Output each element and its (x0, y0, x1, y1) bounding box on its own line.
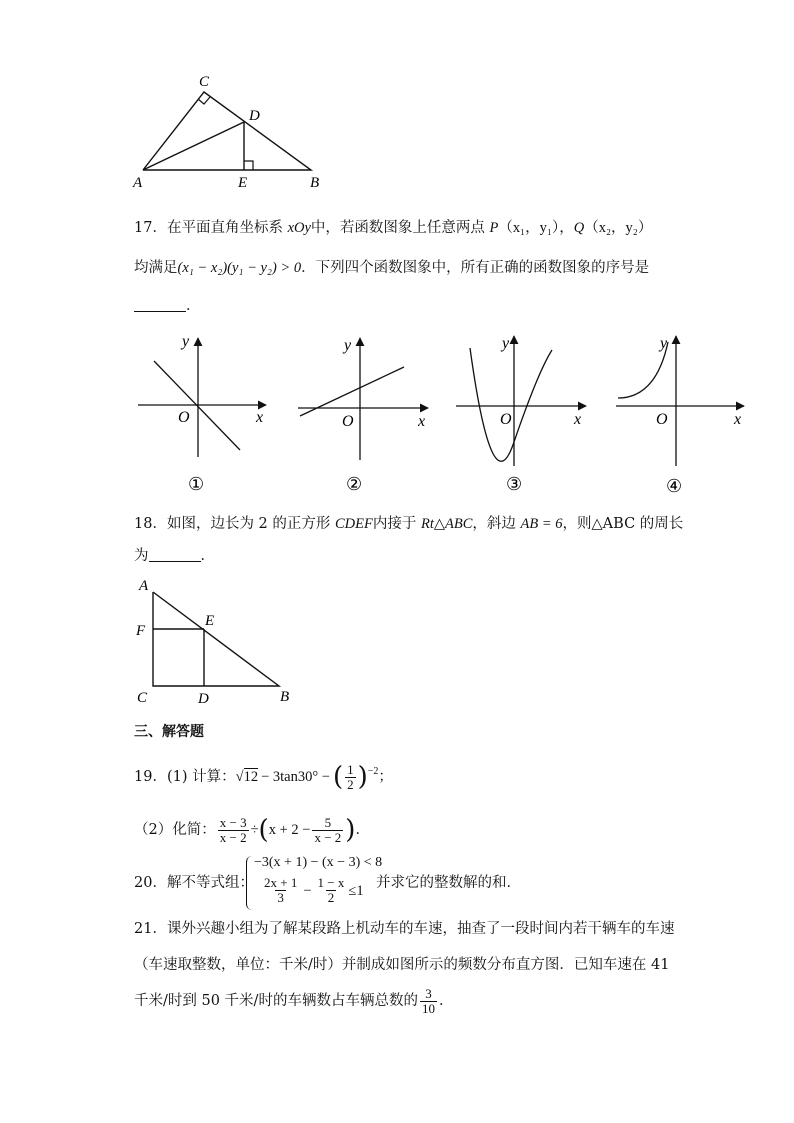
q19-frac1: $\frac{x - 3}{x - 2}$ (219, 814, 247, 845)
q21-line2: （车速取整数，单位：千米/时）并制成如图所示的频数分布直方图．已知车速在 41 (134, 957, 670, 973)
q21-line3: 千米/时到 50 千米/时的车辆数占车辆总数的 $\frac{3}{10}$ ． (134, 985, 454, 1016)
q17-graph-4 (612, 332, 752, 497)
fig16-label-a: A (133, 175, 143, 191)
section3-heading: 三、解答题 (134, 724, 204, 740)
graph3-x: x (574, 411, 582, 428)
fig18-label-b: B (280, 689, 290, 705)
graph3-o: O (500, 411, 512, 428)
fig18-label-f: F (136, 623, 146, 639)
graph4-y: y (660, 335, 668, 352)
graph3-y: y (502, 335, 510, 352)
q18-line2: 为 ． (134, 548, 215, 564)
q20-label: 20．解不等式组： (134, 875, 254, 891)
fig16-label-e: E (238, 175, 248, 191)
q21-fraction: $\frac{3}{10}$ (421, 985, 435, 1016)
graph4-id: ④ (666, 476, 683, 496)
fig18-label-c: C (137, 690, 148, 706)
graph2-id: ② (346, 474, 363, 494)
fig18-label-d: D (198, 691, 209, 707)
graph2-x: x (418, 413, 426, 430)
q20-tail: 并求它的整数解的和． (376, 875, 521, 891)
fig16-triangle (130, 70, 330, 195)
q17-graph-2 (296, 332, 436, 497)
graph4-o: O (656, 411, 668, 428)
fig18-label-a: A (139, 578, 149, 594)
fig16-label-d: D (249, 108, 260, 124)
q18-answer-blank[interactable] (149, 547, 201, 562)
q17-line2: 均满足(x₁ − x₂)(y₁ − y₂) > 0．下列四个函数图象中，所有正确的函数图象的序号是 (134, 260, 650, 276)
graph1-id: ① (188, 474, 205, 494)
q18-line1: 18．如图，边长为 2 的正方形 CDEF内接于 Rt△ABC，斜边 AB = 6，则△ABC 的周长 (134, 516, 684, 532)
fig18-label-e: E (205, 613, 215, 629)
graph1-x: x (256, 409, 264, 426)
fig18-square-in-triangle (132, 572, 302, 707)
q17-graph-1 (134, 332, 274, 497)
q17-graph-3 (454, 332, 594, 497)
q19-half: $\frac{1}{2}$ (347, 761, 354, 792)
graph4-x: x (734, 411, 742, 428)
q17-answer-blank[interactable] (134, 297, 186, 312)
q17-answer-line: ． (134, 296, 201, 316)
graph3-id: ③ (506, 474, 523, 494)
q19-part1: 19．(1) 计算： √12 − 3tan30° − ( $\frac{1}{2}$ ) $^{-2}$ ； (134, 761, 393, 792)
graph1-y: y (182, 333, 190, 350)
q20-inequality-1: −3(x + 1) − (x − 3) < 8 (254, 855, 383, 870)
q19-part2: （2）化简： $\frac{x - 3}{x - 2}$ ÷ ( x + 2 − $\frac{5}{x - 2}$ ) ． (134, 814, 370, 845)
q17-line1: 17．在平面直角坐标系 xOy中，若函数图象上任意两点 P（x₁，y₁），Q（x₂，y₂） (134, 220, 653, 236)
fig16-label-c: C (199, 74, 210, 90)
q21-line1: 21．课外兴趣小组为了解某段路上机动车的车速，抽查了一段时间内若干辆车的车速 (134, 921, 675, 937)
graph1-o: O (178, 409, 190, 426)
fig16-label-b: B (310, 175, 320, 191)
graph2-o: O (342, 413, 354, 430)
graph2-y: y (344, 337, 352, 354)
q19-sqrt: √12 (235, 769, 259, 785)
q20-inequality-2: $\frac{2x + 1}{3}$ − $\frac{1 - x}{2}$ ≤1 (264, 875, 364, 905)
q19-frac2: $\frac{5}{x - 2}$ (314, 814, 342, 845)
